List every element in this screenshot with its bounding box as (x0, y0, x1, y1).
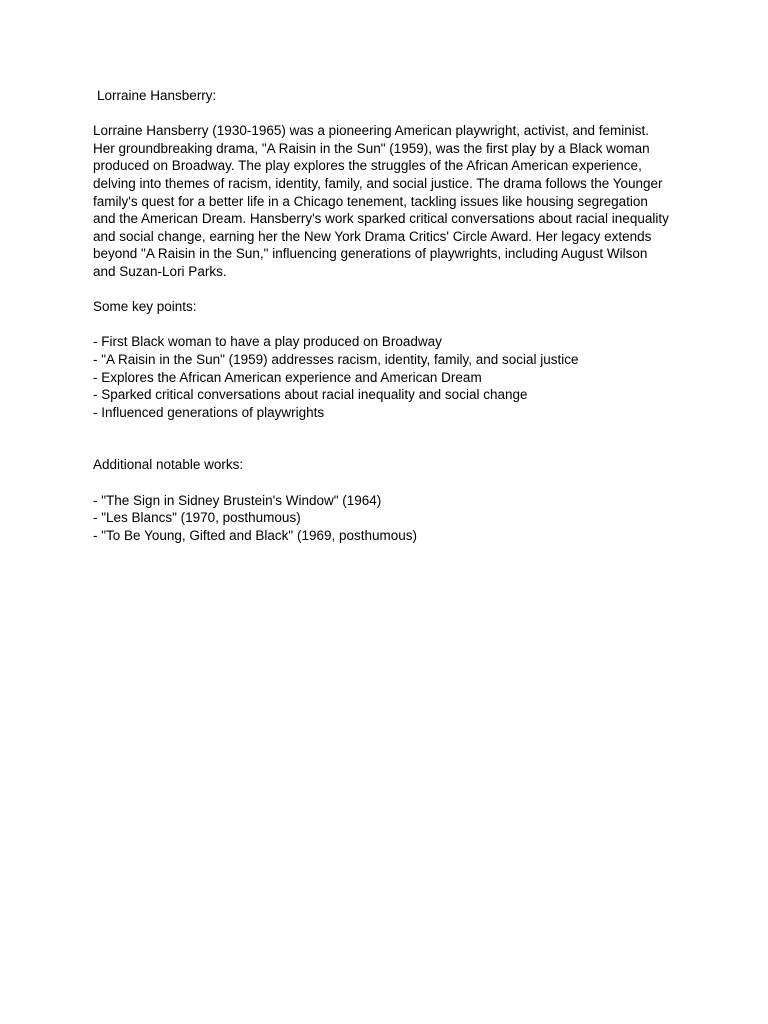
list-item: - "The Sign in Sidney Brustein's Window" (1964) (93, 492, 382, 508)
key-points-heading: Some key points: (93, 299, 197, 315)
notable-works-list (93, 492, 683, 545)
list-item: - First Black woman to have a play produced on Broadway (93, 334, 442, 350)
list-item: - "A Raisin in the Sun" (1959) addresses racism, identity, family, and social justice (93, 351, 579, 367)
list-item: - Explores the African American experience and American Dream (93, 369, 482, 385)
intro-paragraph: Lorraine Hansberry (1930-1965) was a pioneering American playwright, activist, and feminist. Her groundbreaking drama, "A Raisin in the Sun" (1959), was the first play by a Black woman produced on Broadway. The play explores the struggles of the African American experience, delving into themes of racism, identity, family, and social justice. The drama follows the Younger family's quest for a better life in a Chicago tenement, tackling issues like housing segregation and the American Dream. Hansberry's work sparked critical conversations about racial inequality and social change, earning her the New York Drama Critics' Circle Award. Her legacy extends beyond "A Raisin in the Sun," influencing generations of playwrights, including August Wilson and Suzan-Lori Parks. (93, 123, 669, 279)
list-item: - "To Be Young, Gifted and Black" (1969, posthumous) (93, 527, 418, 543)
document-body (93, 87, 683, 544)
notable-works-heading: Additional notable works: (93, 457, 244, 473)
list-item: - Influenced generations of playwrights (93, 404, 325, 420)
list-item: - Sparked critical conversations about racial inequality and social change (93, 387, 528, 403)
list-item: - "Les Blancs" (1970, posthumous) (93, 510, 301, 526)
document-title: Lorraine Hansberry: (97, 88, 217, 103)
key-points-list (93, 333, 683, 421)
